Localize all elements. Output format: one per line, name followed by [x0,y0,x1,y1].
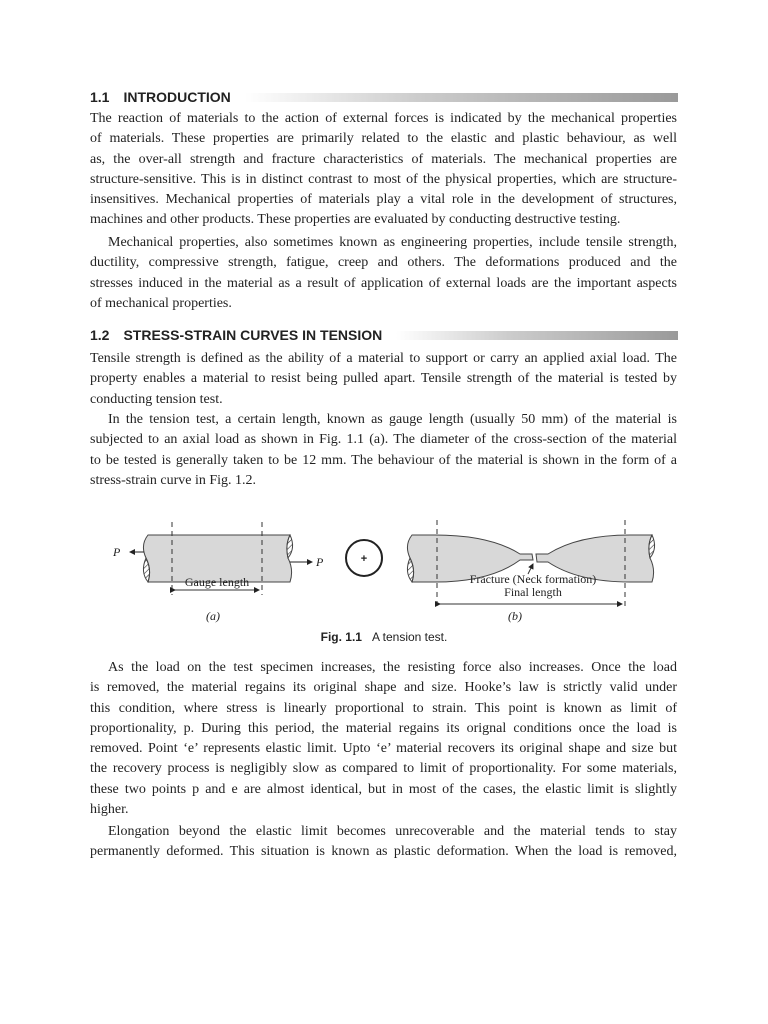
text-line: as, the over-all strength and fracture characteristics of materials. The mechanical properties are [90,151,677,167]
text-line: permanently deformed. This situation is known as plastic deformation. When the load is removed, [90,844,677,860]
text-line: these two points p and e are almost identical, but in most of the cases, the elastic limit is slightly [90,781,677,797]
text-line: property enables a material to resist being pulled apart. Tensile strength of the material is tested by [90,371,677,387]
text-line: The reaction of materials to the action of external forces is indicated by the mechanical properties [90,111,677,126]
center-mark: + [360,553,368,565]
paragraph-1 [90,109,677,231]
text-line: Mechanical properties, also sometimes known as engineering properties, include tensile strength, [108,235,677,250]
text-line: higher. [90,802,129,818]
text-line: of mechanical properties. [90,295,232,311]
text-line: to be tested is generally taken to be 12 mm. The behaviour of the material is shown in the form of a [90,452,677,468]
text-line: subjected to an axial load as shown in Fig. 1.1 (a). The diameter of the cross-section of the material [90,432,677,448]
text-line: insensitives. Mechanical properties of materials play a vital role in the development of structures, [90,192,677,208]
paragraph-2 [90,233,677,314]
text-line: proportionality, p. During this period, the material regains its orignal conditions once the load is [90,720,677,736]
load-label-left: P [113,545,121,559]
tension-test-figure [100,510,670,630]
text-line: As the load on the test specimen increases, the resisting force also increases. Once the load [108,660,677,675]
section-title: INTRODUCTION [123,89,231,105]
heading-rule [396,331,678,340]
text-line: Elongation beyond the elastic limit becomes unrecoverable and the material tends to stay [108,824,677,839]
text-line: of materials. These properties are primarily related to the elastic and plastic behaviour, as well [90,131,677,147]
text-line: machines and other products. These properties are evaluated by conducting destructive testing. [90,212,621,228]
text-line: Tensile strength is defined as the ability of a material to support or carry an applied axial load. The [90,351,677,366]
paragraph-4 [90,410,677,491]
paragraph-6 [90,822,677,863]
subfigure-a-label: (a) [206,609,220,623]
text-line: this condition, where stress is linearly proportional to strain. This point is known as limit of [90,700,677,716]
final-length-label: Final length [504,585,562,599]
specimen-a [112,522,324,623]
paragraph-3 [90,349,677,410]
section-heading-1-2 [90,325,678,345]
heading-rule [245,93,678,102]
paragraph-5 [90,658,677,820]
gauge-length-label: Gauge length [184,575,250,589]
section-title: STRESS-STRAIN CURVES IN TENSION [123,327,383,343]
figure-caption [0,630,768,644]
text-line: is removed, the material regains its original shape and size. Hooke’s law is strictly valid under [90,680,677,696]
text-line: removed. Point ‘e’ represents elastic limit. Upto ‘e’ material recovers its original shape and size but [90,741,677,757]
section-number: 1.1 [90,89,110,105]
section-number: 1.2 [90,327,110,343]
text-line: In the tension test, a certain length, known as gauge length (usually 50 mm) of the material is [108,412,677,427]
text-line: structure-sensitive. This is in distinct contrast to most of the physical properties, which are structure- [90,171,677,187]
specimen-b [407,520,654,623]
section-heading-1-1 [90,87,678,107]
subfigure-b-label: (b) [508,609,522,623]
text-line: conducting tension test. [90,391,223,407]
text-line: the recovery process is negligibly slow as compared to limit of proportionality. For some materials, [90,761,677,777]
fracture-label: Fracture (Neck formation) [469,572,597,586]
load-label-right: P [316,555,324,569]
caption-text: A tension test. [371,630,448,644]
text-line: stresses induced in the material as a result of application of external loads are the important aspects [90,275,677,291]
text-line: stress-strain curve in Fig. 1.2. [90,472,257,488]
text-line: ductility, compressive strength, fatigue, creep and others. The deformations produced and the [90,255,677,271]
caption-number: Fig. 1.1 [320,630,362,644]
cross-section-circle [346,540,382,576]
